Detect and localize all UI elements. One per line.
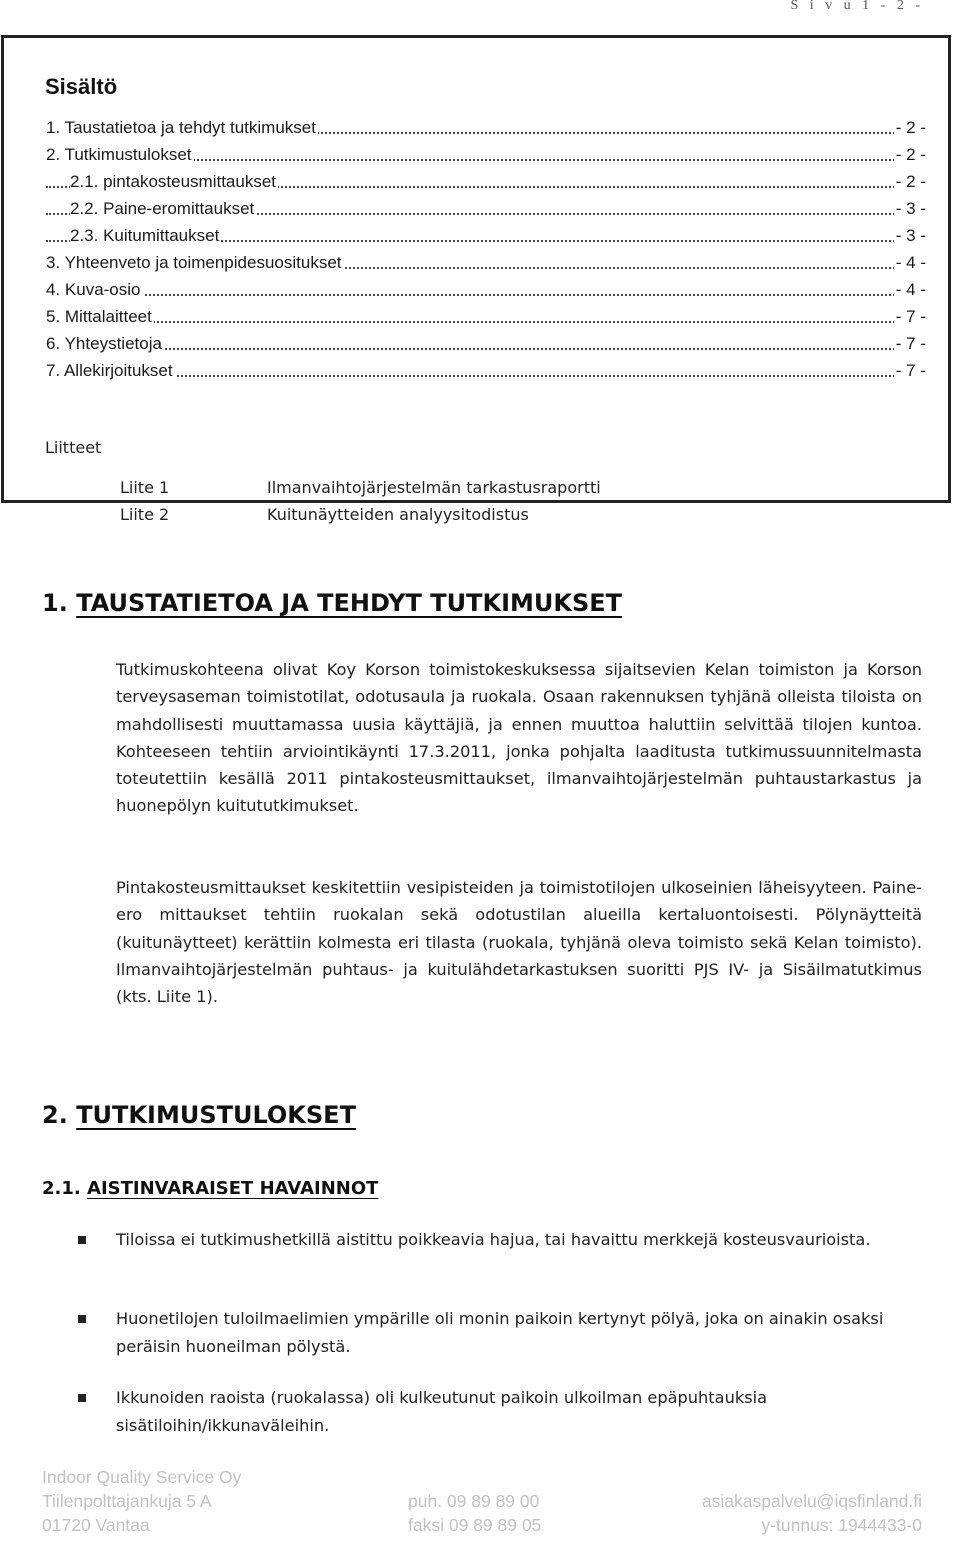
toc-entry-page: - 3 - (894, 195, 926, 222)
toc-entry-page: - 4 - (894, 249, 926, 276)
page-number-header: S i v u 1 - 2 - (790, 0, 924, 13)
footer-fax: faksi 09 89 89 05 (408, 1515, 542, 1535)
section-1-paragraph-1: Tutkimuskohteena olivat Koy Korson toimistokeskuksessa sijaitsevien Kelan toimiston ja Korson terveysaseman toimistotilat, odotusaula ja ruokala. Osaan rakennuksen tyhjänä olleista tiloista on mahdollisesti muuttamassa uusia käyttäjiä, ja ennen muuttoa haluttiin selvittää tilojen kuntoa. Kohteeseen tehtiin arviointikäynti 17.3.2011, jonka pohjalta laaditusta tutkimussuunnitelmasta toteutettiin kesällä 2011 pintakosteusmittaukset, ilmanvaihtojärjestelmän puhtaustarkastus ja huonepölyn kuitututkimukset. (116, 660, 922, 816)
bullet-item-3 (78, 1384, 922, 1440)
toc-leader-dots (46, 348, 926, 350)
toc-entry-label: 2.3. Kuitumittaukset (70, 226, 220, 245)
section-2-number: 2. (42, 1101, 68, 1129)
toc-title: Sisältö (45, 74, 118, 99)
section-1-title: TAUSTATIETOA JA TEHDYT TUTKIMUKSET (76, 589, 623, 617)
section-2-1-number: 2.1. (42, 1178, 81, 1199)
toc-entry-label: 6. Yhteystietoja (46, 334, 162, 353)
section-2-title: TUTKIMUSTULOKSET (76, 1101, 356, 1129)
attachment-row-1 (120, 478, 601, 497)
section-2-1-title: AISTINVARAISET HAVAINNOT (87, 1178, 379, 1199)
attachment-row-2 (120, 505, 529, 524)
toc-entry[interactable] (46, 330, 926, 357)
toc-entry-page: - 7 - (894, 330, 926, 357)
toc-entry-page: - 2 - (894, 168, 926, 195)
bullet-text: Ikkunoiden raoista (ruokalassa) oli kulkeutunut paikoin ulkoilman epäpuhtauksia sisätiloihin/ikkunaväleihin. (116, 1388, 768, 1435)
bullet-text: Tiloissa ei tutkimushetkillä aistittu poikkeavia hajua, tai havaittu merkkejä kosteusvaurioista. (116, 1230, 871, 1249)
footer-business-id: y-tunnus: 1944433-0 (761, 1515, 922, 1535)
footer-city: 01720 Vantaa (42, 1515, 150, 1535)
attachment-desc: Kuitunäytteiden analyysitodistus (267, 505, 529, 524)
toc-entry-label: 2.2. Paine-eromittaukset (70, 199, 255, 218)
square-bullet-icon (78, 1236, 86, 1244)
toc-entry[interactable] (46, 303, 926, 330)
attachments-title: Liitteet (45, 438, 102, 457)
bullet-item-1 (78, 1226, 922, 1254)
toc-list (46, 114, 926, 384)
section-1-heading (42, 589, 622, 617)
toc-entry[interactable] (46, 168, 926, 195)
toc-entry-page: - 7 - (894, 303, 926, 330)
toc-entry-page: - 3 - (894, 222, 926, 249)
toc-entry-label: 2. Tutkimustulokset (46, 145, 192, 164)
attachment-desc: Ilmanvaihtojärjestelmän tarkastusraportti (267, 478, 601, 497)
section-1-paragraph-2: Pintakosteusmittaukset keskitettiin vesipisteiden ja toimistotilojen ulkoseinien läheisyyteen. Paine-ero mittaukset tehtiin ruokalan sekä odotustilan alueilla kertaluontoisesti. Pölynäytteitä (kuitunäytteet) kerättiin kolmesta eri tilasta (ruokala, tyhjänä oleva toimisto sekä Kelan toimisto). Ilmanvaihtojärjestelmän puhtaus- ja kuitulähdetarkastuksen suoritti PJS IV- ja Sisäilmatutkimus (kts. Liite 1). (116, 878, 922, 1007)
footer-company: Indoor Quality Service Oy (42, 1467, 242, 1487)
attachment-id: Liite 2 (120, 505, 170, 524)
bullet-text: Huonetilojen tuloilmaelimien ympärille oli monin paikoin kertynyt pölyä, joka on ainakin osaksi peräisin huoneilman pölystä. (116, 1309, 884, 1356)
toc-entry-page: - 7 - (894, 357, 926, 384)
toc-entry-label: 1. Taustatietoa ja tehdyt tutkimukset (46, 118, 316, 137)
square-bullet-icon (78, 1394, 86, 1402)
toc-leader-dots (46, 321, 926, 323)
toc-entry[interactable] (46, 357, 926, 384)
toc-entry[interactable] (46, 141, 926, 168)
toc-entry-label: 3. Yhteenveto ja toimenpidesuositukset (46, 253, 342, 272)
toc-leader-dots (46, 294, 926, 296)
toc-leader-dots (46, 375, 926, 377)
section-2-heading (42, 1101, 356, 1129)
footer-street: Tiilenpolttajankuja 5 A (42, 1491, 212, 1511)
footer-phone: puh. 09 89 89 00 (408, 1491, 540, 1511)
toc-entry-page: - 2 - (894, 141, 926, 168)
toc-entry-page: - 4 - (894, 276, 926, 303)
toc-entry[interactable] (46, 276, 926, 303)
footer-email: asiakaspalvelu@iqsfinland.fi (701, 1491, 922, 1511)
bullet-item-2 (78, 1305, 922, 1361)
toc-entry-label: 7. Allekirjoitukset (46, 361, 173, 380)
section-2-1-heading (42, 1178, 378, 1199)
page-footer (42, 1467, 922, 1539)
toc-entry-label: 4. Kuva-osio (46, 280, 141, 299)
toc-entry[interactable] (46, 114, 926, 141)
attachment-id: Liite 1 (120, 478, 170, 497)
table-of-contents-box (1, 35, 951, 524)
toc-entry[interactable] (46, 195, 926, 222)
toc-entry-label: 5. Mittalaitteet (46, 307, 152, 326)
toc-entry-page: - 2 - (894, 114, 926, 141)
section-1-number: 1. (42, 589, 68, 617)
toc-entry-label: 2.1. pintakosteusmittaukset (70, 172, 277, 191)
toc-entry[interactable] (46, 222, 926, 249)
toc-entry[interactable] (46, 249, 926, 276)
square-bullet-icon (78, 1315, 86, 1323)
